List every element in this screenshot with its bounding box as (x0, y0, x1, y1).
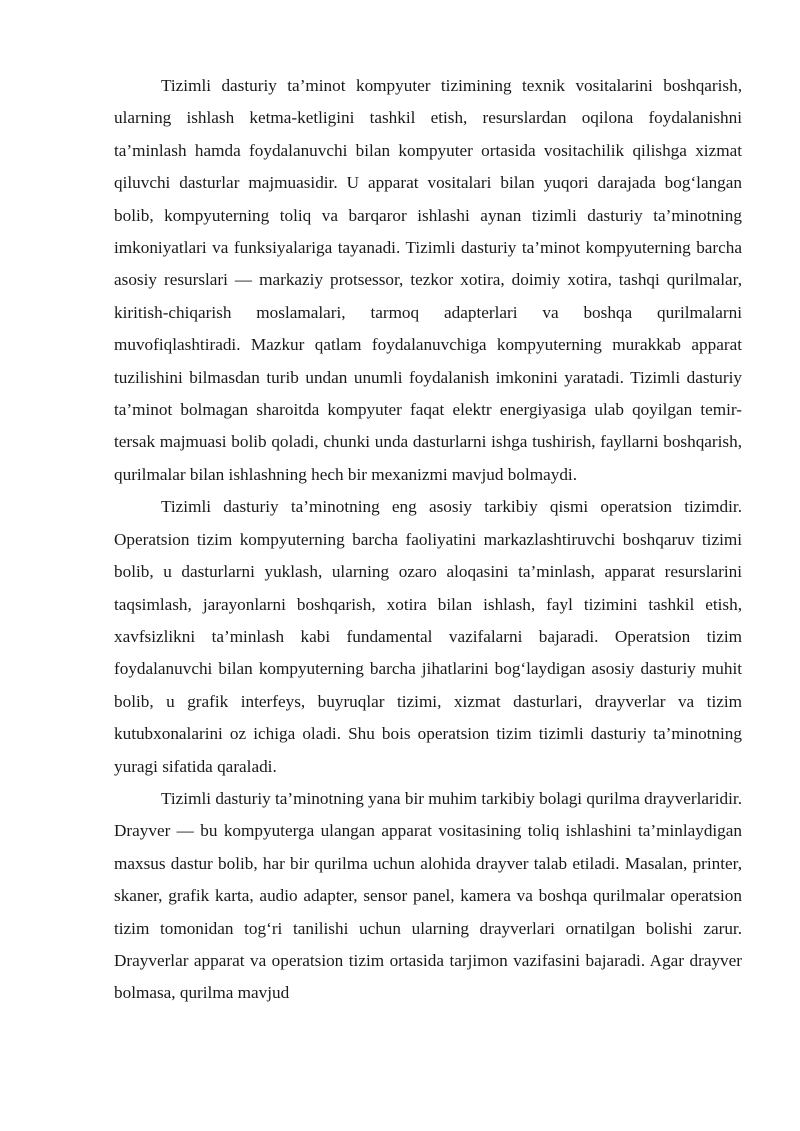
paragraph-system-software-definition: Tizimli dasturiy ta’minot kompyuter tizimining texnik vositalarini boshqarish, ularning ishlash ketma-ketligini tashkil etish, resurslardan oqilona foydalanishni ta’minlash hamda foydalanuvchi bilan kompyuter ortasida vositachilik qilishga xizmat qiluvchi dasturlar majmuasidir. U apparat vositalari bilan yuqori darajada bog‘langan bolib, kompyuterning toliq va barqaror ishlashi aynan tizimli dasturiy ta’minotning imkoniyatlari va funksiyalariga tayanadi. Tizimli dasturiy ta’minot kompyuterning barcha asosiy resurslari — markaziy protsessor, tezkor xotira, doimiy xotira, tashqi qurilmalar, kiritish-chiqarish moslamalari, tarmoq adapterlari va boshqa qurilmalarni muvofiqlashtiradi. Mazkur qatlam foydalanuvchiga kompyuterning murakkab apparat tuzilishini bilmasdan turib undan unumli foydalanish imkonini yaratadi. Tizimli dasturiy ta’minot bolmagan sharoitda kompyuter faqat elektr energiyasiga ulab qoyilgan temir-tersak majmuasi bolib qoladi, chunki unda dasturlarni ishga tushirish, fayllarni boshqarish, qurilmalar bilan ishlashning hech bir mexanizmi mavjud bolmaydi. (114, 76, 742, 484)
paragraph-device-drivers: Tizimli dasturiy ta’minotning yana bir muhim tarkibiy bolagi qurilma drayverlaridir. Drayver — bu kompyuterga ulangan apparat vositasining toliq ishlashini ta’minlaydigan maxsus dastur bolib, har bir qurilma uchun alohida drayver talab etiladi. Masalan, printer, skaner, grafik karta, audio adapter, sensor panel, kamera va boshqa qurilmalar operatsion tizim tomonidan tog‘ri tanilishi uchun ularning drayverlari ornatilgan bolishi zarur. Drayverlar apparat va operatsion tizim ortasida tarjimon vazifasini bajaradi. Agar drayver bolmasa, qurilma mavjud (114, 788, 742, 1003)
document-body (114, 70, 742, 1010)
paragraph-operating-system: Tizimli dasturiy ta’minotning eng asosiy tarkibiy qismi operatsion tizimdir. Operatsion tizim kompyuterning barcha faoliyatini markazlashtiruvchi boshqaruv tizimi bolib, u dasturlarni yuklash, ularning ozaro aloqasini ta’minlash, apparat resurslarini taqsimlash, jarayonlarni boshqarish, xotira bilan ishlash, fayl tizimini tashkil etish, xavfsizlikni ta’minlash kabi fundamental vazifalarni bajaradi. Operatsion tizim foydalanuvchi bilan kompyuterning barcha jihatlarini bog‘laydigan asosiy dasturiy muhit bolib, u grafik interfeys, buyruqlar tizimi, xizmat dasturlari, drayverlar va tizim kutubxonalarini oz ichiga oladi. Shu bois operatsion tizim tizimli dasturiy ta’minotning yuragi sifatida qaraladi. (114, 497, 742, 776)
